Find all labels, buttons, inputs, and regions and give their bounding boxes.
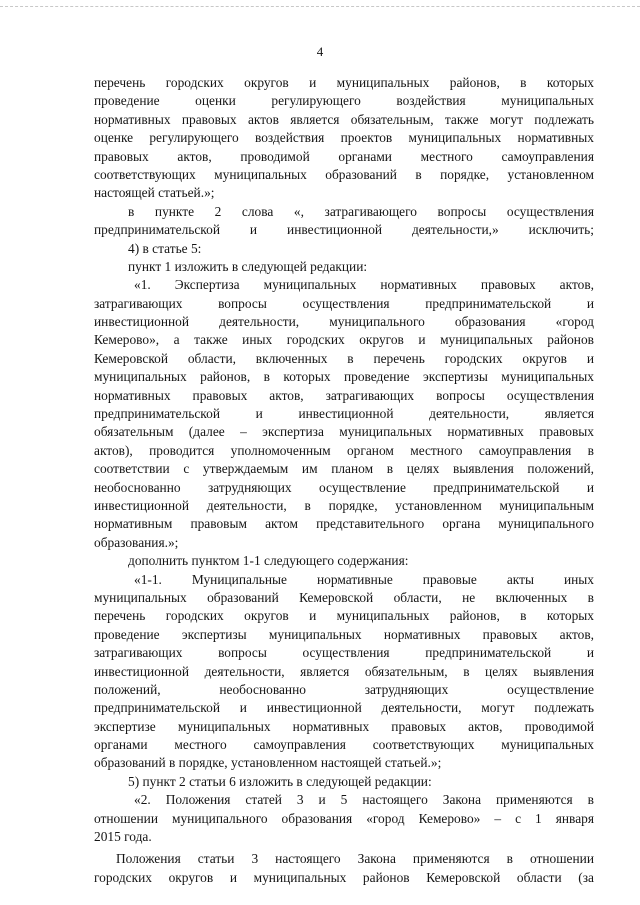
text-line: проведение экспертизы муниципальных нормативных правовых актов,	[94, 626, 594, 642]
text-line: «1-1. Муниципальные нормативные правовые акты иных	[134, 571, 594, 587]
text-line: положений, необоснованно затрудняющих осуществление	[94, 681, 594, 697]
text-line: актов), проводится уполномоченным органом местного самоуправления в	[94, 442, 594, 458]
text-line: 2015 года.	[94, 829, 152, 845]
text-line: предпринимательской и инвестиционной деятельности, могут подлежать	[94, 700, 594, 716]
text-line: затрагивающих вопросы осуществления предпринимательской и	[94, 645, 594, 661]
text-line: экспертизе муниципальных нормативных правовых актов, проводимой	[94, 718, 594, 734]
text-line: «1. Экспертиза муниципальных нормативных правовых актов,	[134, 277, 594, 293]
text-line: 5) пункт 2 статьи 6 изложить в следующей редакции:	[128, 773, 432, 789]
text-line: инвестиционной деятельности, муниципального образования «город	[94, 314, 594, 330]
scan-top-edge	[0, 6, 640, 7]
text-line: муниципальных образований Кемеровской области, не включенных в	[94, 589, 594, 605]
text-line: соответствии с утверждаемым им планом в целях выявления положений,	[94, 461, 594, 477]
text-line: необоснованно затрудняющих осуществление предпринимательской и	[94, 479, 594, 495]
text-line: муниципальных районов, в которых проведение экспертизы муниципальных	[94, 369, 594, 385]
text-line: обязательным (далее – экспертиза муниципальных нормативных правовых	[94, 424, 594, 440]
text-line: «2. Положения статей 3 и 5 настоящего Закона применяются в	[134, 792, 594, 808]
text-line: пункт 1 изложить в следующей редакции:	[128, 258, 368, 274]
text-line: Кемеровской области, включенных в перечень городских округов и	[94, 350, 594, 366]
text-line: нормативных правовых актов, затрагивающих вопросы осуществления	[94, 387, 594, 403]
text-line: нормативным правовым актом представительного органа муниципального	[94, 516, 594, 532]
text-line: перечень городских округов и муниципальных районов, в которых	[94, 75, 594, 90]
text-line: предпринимательской и инвестиционной деятельности, является	[94, 406, 594, 422]
text-line: предпринимательской и инвестиционной деятельности,» исключить;	[94, 222, 594, 238]
page-number: 4	[316, 44, 324, 59]
document-body	[94, 74, 594, 887]
text-line: инвестиционной деятельности, является обязательным, в целях выявления	[94, 663, 594, 679]
text-line: дополнить пунктом 1-1 следующего содержания:	[128, 553, 409, 569]
text-line: перечень городских округов и муниципальных районов, в которых	[94, 608, 594, 624]
text-line: соответствующих муниципальных образований в порядке, установленном	[94, 166, 594, 182]
text-line: Кемерово», а также иных городских округов и муниципальных районов	[94, 332, 594, 348]
text-line: образования.»;	[94, 534, 179, 550]
text-line: оценке регулирующего воздействия проектов муниципальных нормативных	[94, 130, 594, 146]
text-line: Положения статьи 3 настоящего Закона применяются в отношении	[116, 851, 594, 867]
text-line: отношении муниципального образования «город Кемерово» – с 1 января	[94, 810, 594, 826]
text-line: в пункте 2 слова «, затрагивающего вопросы осуществления	[128, 203, 594, 219]
text-line: нормативных правовых актов является обязательным, также могут подлежать	[94, 111, 594, 127]
text-line: органами местного самоуправления соответствующих муниципальных	[94, 737, 594, 753]
text-line: инвестиционной деятельности, в порядке, установленном муниципальным	[94, 497, 594, 513]
text-line: проведение оценки регулирующего воздействия муниципальных	[94, 93, 594, 109]
text-line: затрагивающих вопросы осуществления предпринимательской и	[94, 295, 594, 311]
text-line: правовых актов, проводимой органами местного самоуправления	[94, 148, 594, 164]
text-line: образований в порядке, установленном настоящей статьей.»;	[94, 755, 442, 771]
text-line: настоящей статьей.»;	[94, 185, 215, 201]
text-line: 4) в статье 5:	[128, 240, 202, 256]
text-line: городских округов и муниципальных районов Кемеровской области (за	[94, 869, 594, 885]
